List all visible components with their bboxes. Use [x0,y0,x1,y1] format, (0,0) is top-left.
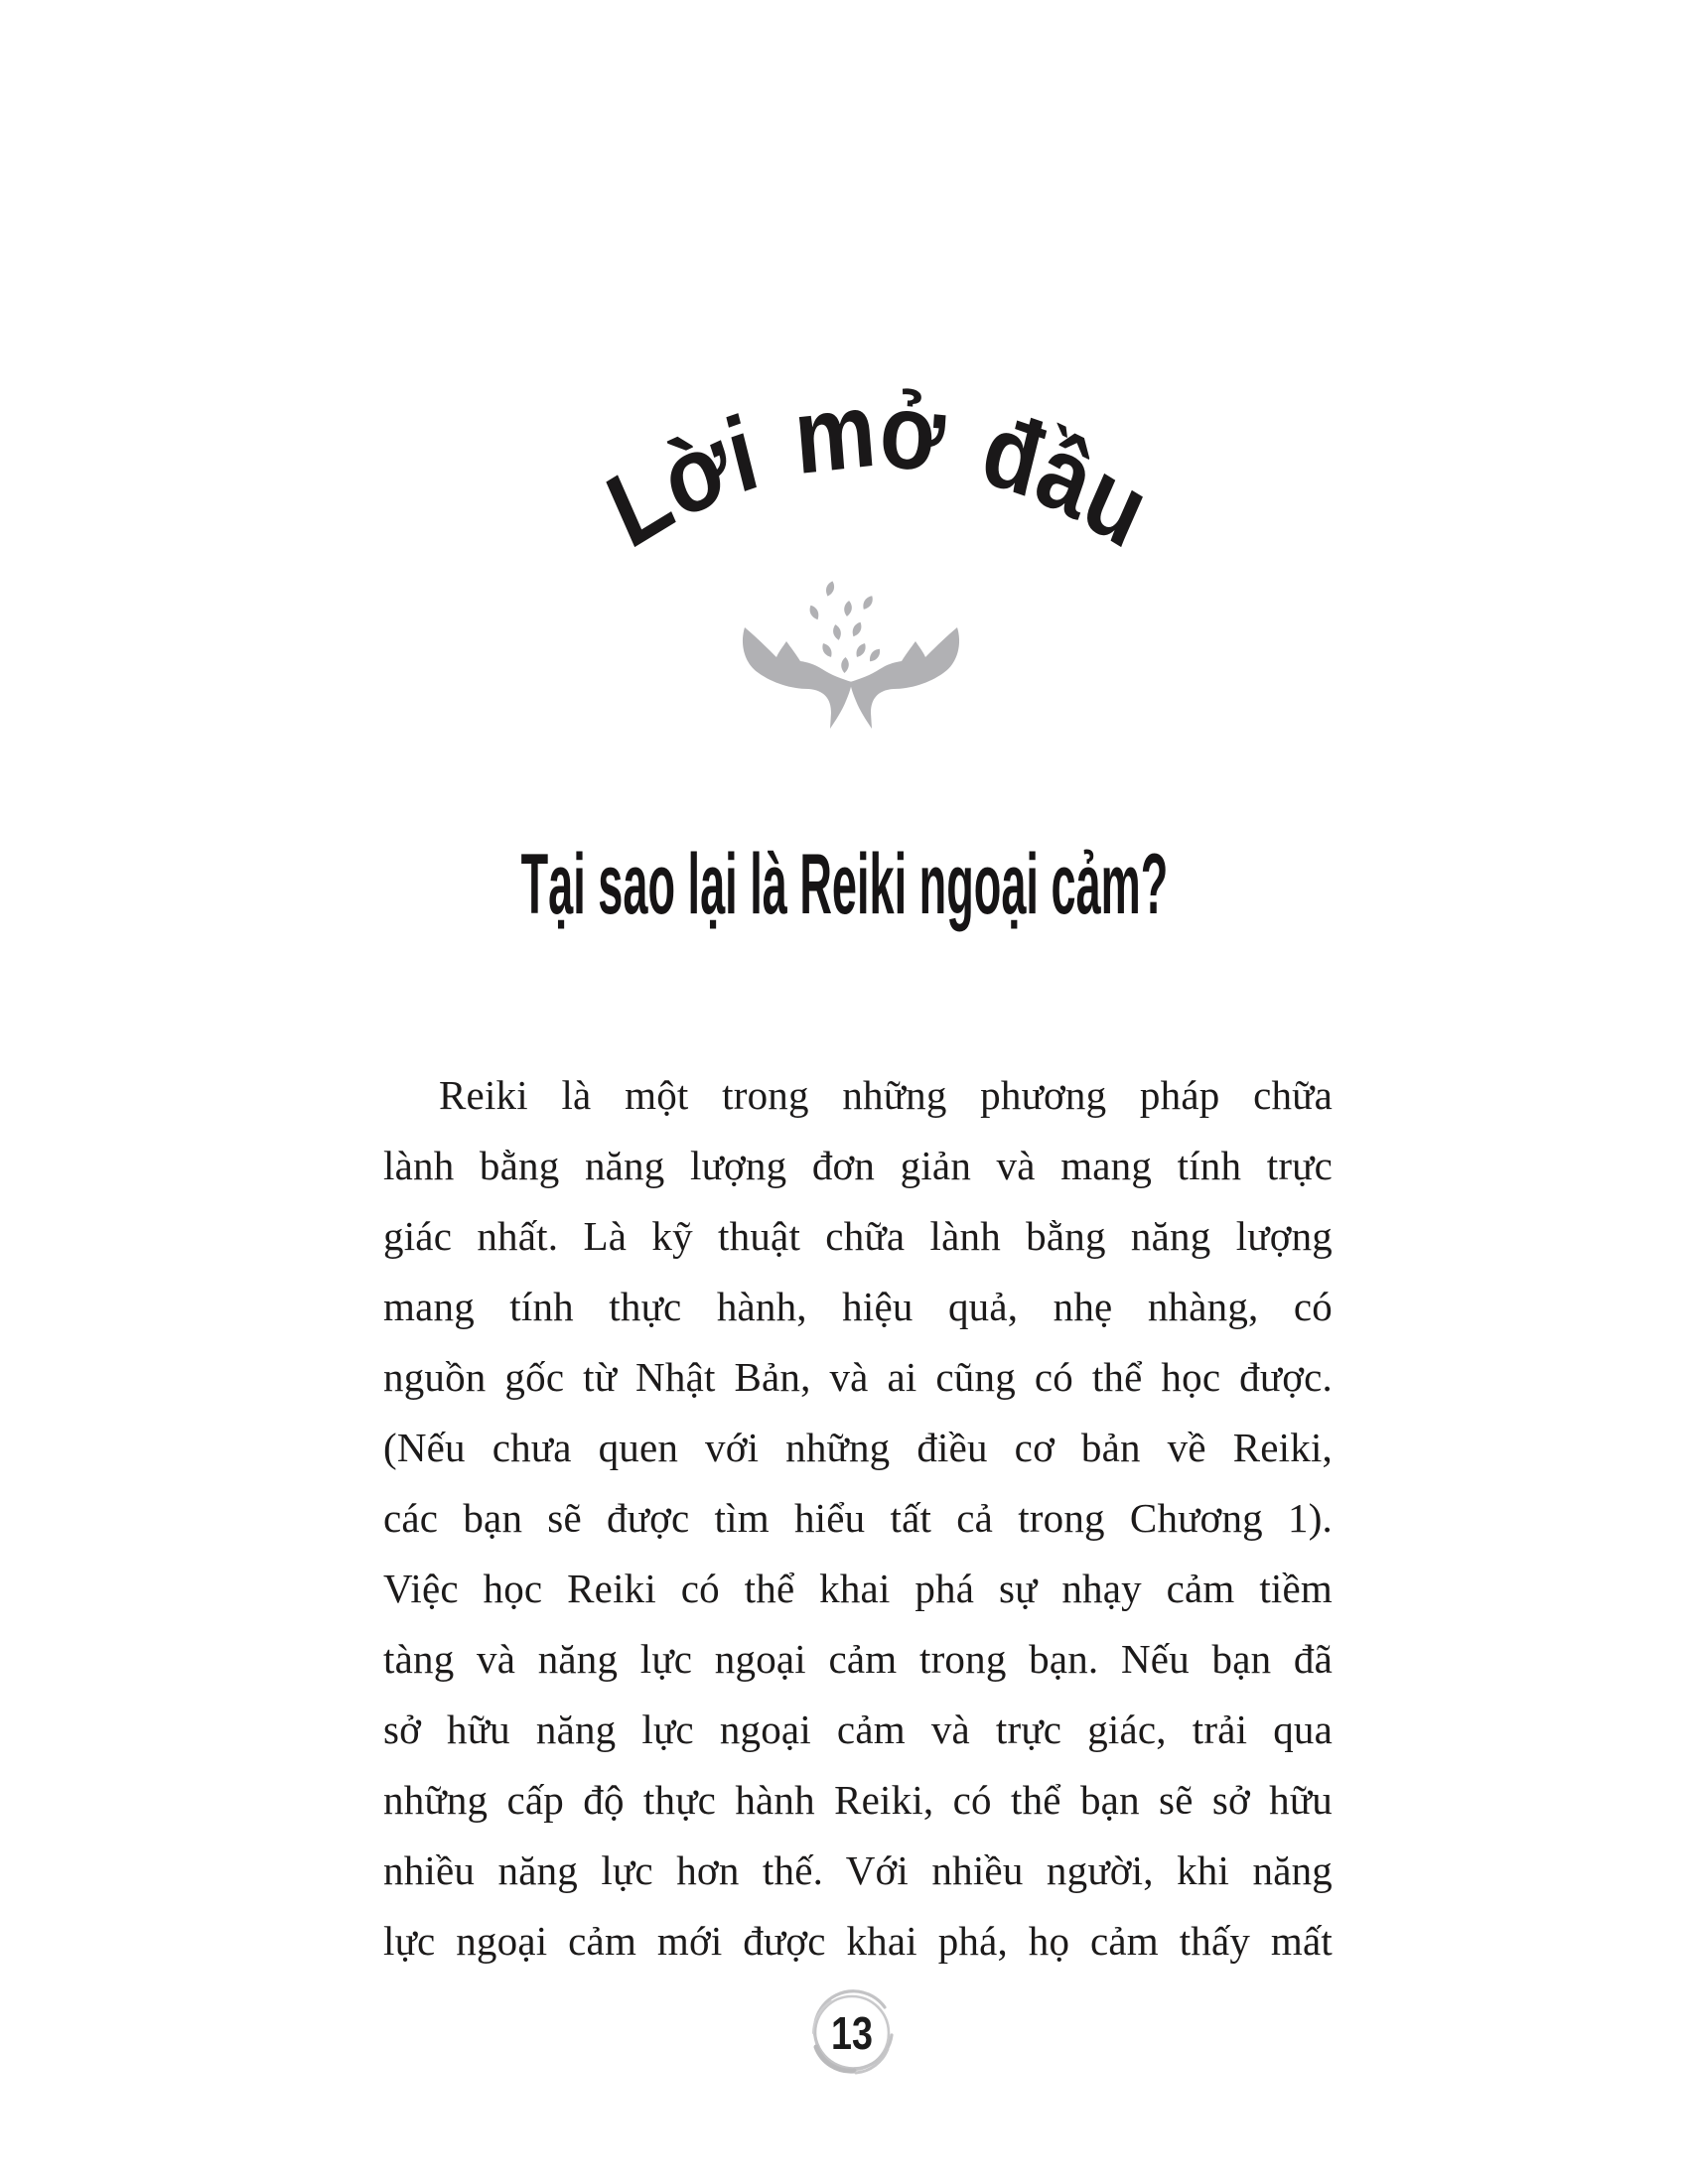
body-line: nguồn gốc từ Nhật Bản, và ai cũng có thể học được. [383,1354,1333,1400]
body-line: lực ngoại cảm mới được khai phá, họ cảm thấy mất [383,1918,1333,1964]
section-heading [0,837,1688,932]
page-number-ornament [800,1987,904,2087]
preface-title: Lời mở đầu [592,369,1164,572]
body-line: mang tính thực hành, hiệu quả, nhẹ nhàng, có [383,1284,1333,1329]
body-line: Việc học Reiki có thể khai phá sự nhạy cảm tiềm [383,1566,1333,1611]
body-line: tàng và năng lực ngoại cảm trong bạn. Nếu bạn đã [383,1636,1333,1682]
body-line: sở hữu năng lực ngoại cảm và trực giác, trải qua [383,1706,1333,1752]
falling-seeds [807,580,883,673]
body-line: (Nếu chưa quen với những điều cơ bản về Reiki, [383,1425,1333,1470]
left-hand [743,627,852,729]
body-line: giác nhất. Là kỹ thuật chữa lành bằng năng lượng [383,1213,1333,1259]
preface-title-arc [554,369,1164,589]
hands-releasing-seeds-icon [737,574,965,733]
page-number: 13 [831,2007,873,2059]
body-line: lành bằng năng lượng đơn giản và mang tính trực [383,1143,1333,1188]
section-heading-text: Tại sao lại là Reiki ngoại cảm? [520,837,1168,932]
body-line: Reiki là một trong những phương pháp chữa [439,1072,1333,1118]
hands-pair [743,580,959,729]
body-line: các bạn sẽ được tìm hiểu tất cả trong Chương 1). [383,1495,1333,1541]
body-line: nhiều năng lực hơn thế. Với nhiều người, khi năng [383,1847,1333,1893]
body-line: những cấp độ thực hành Reiki, có thể bạn sẽ sở hữu [383,1777,1333,1823]
body-paragraph [383,1060,1333,1977]
right-hand [850,627,959,729]
